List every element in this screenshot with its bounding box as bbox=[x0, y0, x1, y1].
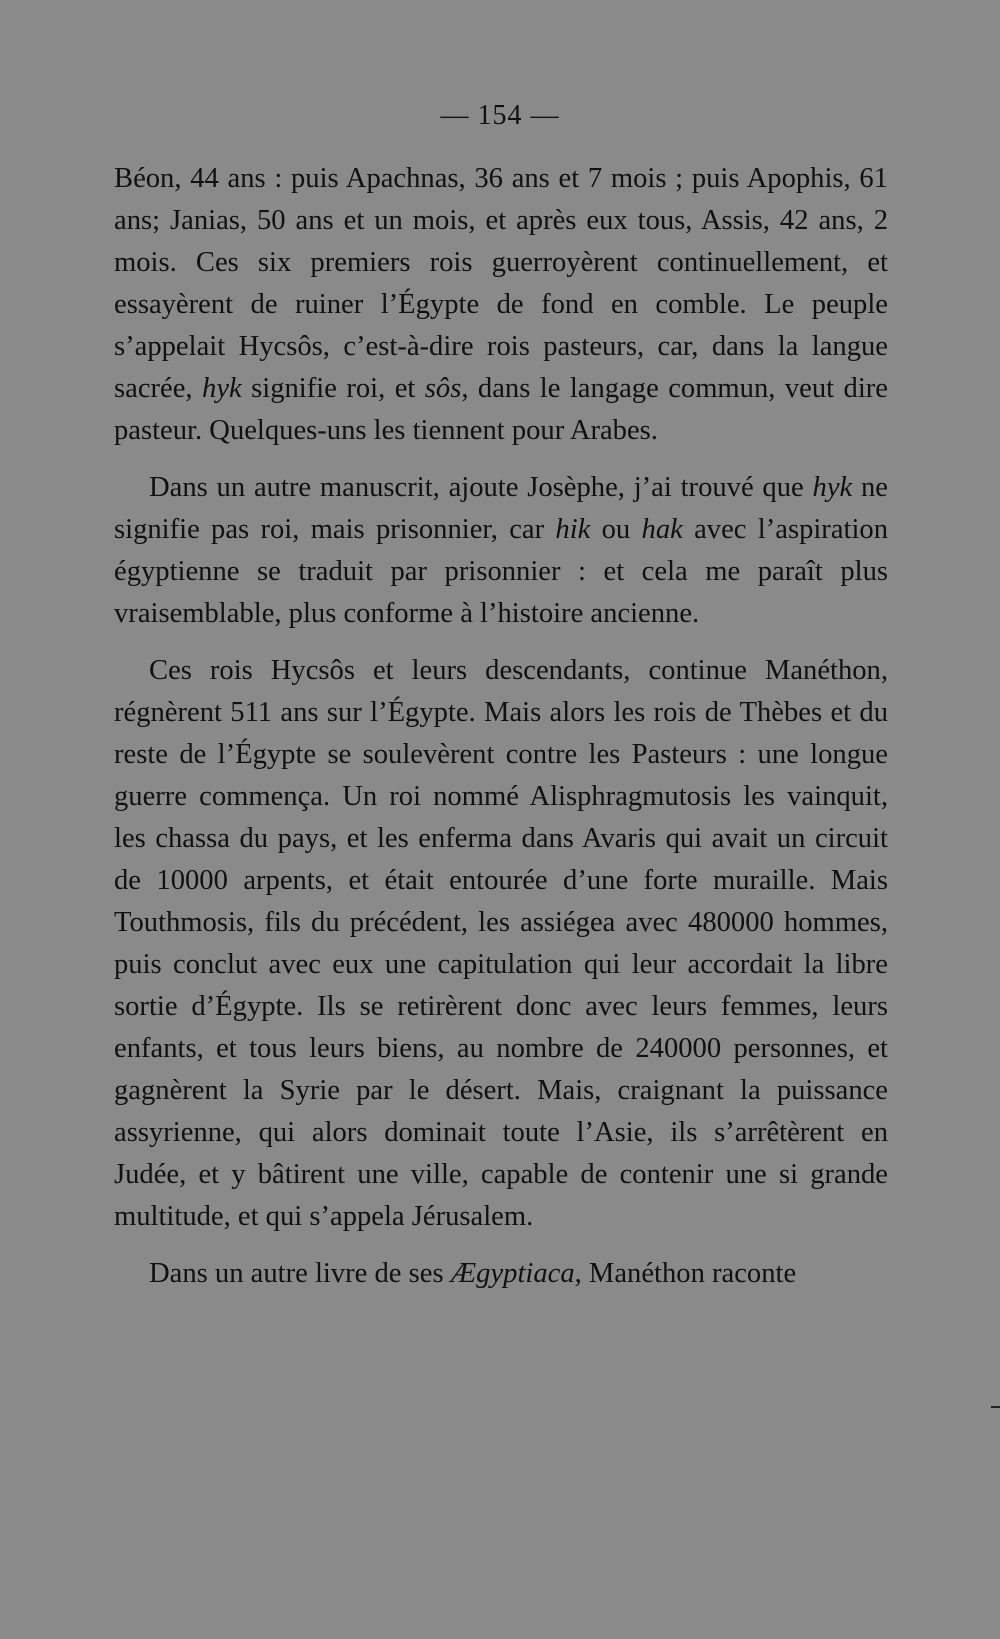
text-segment: signifie roi, et bbox=[241, 373, 425, 404]
text-segment: Ces rois Hycsôs et leurs descendants, continue Manéthon, régnèrent 511 ans sur l’Égypte. Mais alors les rois de Thèbes et du reste de l’Égypte se soulevèrent contre les Pasteurs : une longue guerre commença. Un roi nommé Alisphragmutosis les vainquit, les chassa du pays, et les enferma dans Avaris qui avait un circuit de 10000 arpents, et était entourée d’une forte muraille. Mais Touthmosis, fils du précédent, les assiégea avec 480000 hommes, puis conclut avec eux une capitulation qui leur accordait la libre sortie d’Égypte. Ils se retirèrent donc avec leurs femmes, leurs enfants, et tous leurs biens, au nombre de 240000 personnes, et gagnèrent la Syrie par le désert. Mais, craignant la puissance assyrienne, qui alors dominait toute l’Asie, ils s’arrêtèrent en Judée, et y bâtirent une ville, capable de contenir une si grande multitude, et qui s’appela Jérusalem. bbox=[114, 655, 888, 1232]
italic-title-aegyptiaca: Ægyptiaca bbox=[450, 1258, 575, 1289]
text-segment: , Manéthon raconte bbox=[574, 1258, 797, 1289]
body-text bbox=[114, 158, 888, 1295]
italic-term-hik: hik bbox=[555, 514, 591, 545]
italic-term-hyk: hyk bbox=[812, 472, 853, 503]
text-segment: ne signifie pas roi, mais prisonnier, car bbox=[114, 472, 888, 545]
text-segment: Béon, 44 ans : puis Apachnas, 36 ans et 7 mois ; puis Apophis, 61 ans; Janias, 50 ans et un mois, et après eux tous, Assis, 42 ans, 2 mois. Ces six premiers rois guerroyèrent continuellement, et essayèrent de ruiner l’Égypte de fond en comble. Le peuple s’appelait Hycsôs, c’est-à-dire rois pasteurs, car, dans la langue sacrée, bbox=[114, 163, 888, 404]
paragraph-3 bbox=[114, 650, 888, 1238]
italic-term-sos: sôs bbox=[424, 373, 462, 404]
scan-edge-mark bbox=[991, 1406, 1000, 1408]
text-segment: avec l’aspiration égyptienne se traduit par prisonnier : et cela me paraît plus vraisemblable, plus conforme à l’histoire ancienne. bbox=[114, 514, 889, 629]
text-segment: Dans un autre manuscrit, ajoute Josèphe, j’ai trouvé que bbox=[149, 472, 813, 503]
text-segment: Dans un autre livre de ses bbox=[149, 1258, 451, 1289]
text-segment: ou bbox=[590, 514, 642, 545]
text-segment: , dans le langage commun, veut dire pasteur. Quelques-uns les tiennent pour Arabes. bbox=[114, 373, 888, 446]
paragraph-4 bbox=[114, 1253, 888, 1295]
italic-term-hyk: hyk bbox=[202, 373, 242, 404]
paragraph-1 bbox=[114, 158, 888, 452]
page-number: — 154 — bbox=[440, 100, 560, 131]
paragraph-2 bbox=[114, 467, 888, 635]
italic-term-hak: hak bbox=[641, 514, 683, 545]
